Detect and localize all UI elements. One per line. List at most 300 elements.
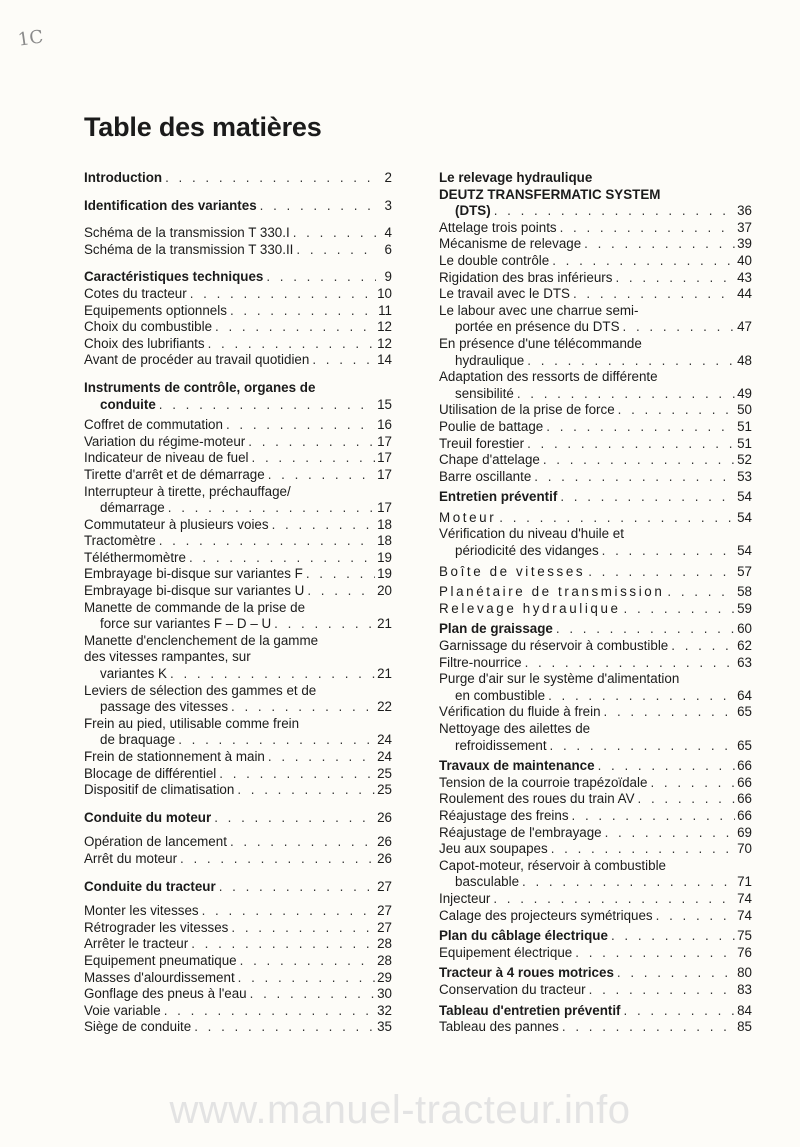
toc-left-column xyxy=(84,170,392,1036)
toc-page-number: 83 xyxy=(737,981,752,997)
dot-leader xyxy=(552,253,735,270)
toc-entry-conduite-du-moteur xyxy=(84,810,392,827)
dot-leader xyxy=(168,500,375,517)
toc-page-number: 26 xyxy=(377,809,392,825)
toc-page-number: 70 xyxy=(737,841,752,857)
toc-page-number: 20 xyxy=(377,583,392,599)
toc-entry-title: Entretien préventif xyxy=(439,489,558,505)
toc-entry-verification-du-fluide-a-frein xyxy=(439,704,752,721)
dot-leader xyxy=(623,319,736,336)
toc-entry-lead: Le relevage hydraulique xyxy=(439,170,593,185)
toc-page-number: 30 xyxy=(377,986,392,1002)
toc-page-number: 27 xyxy=(377,919,392,935)
toc-page-number: 18 xyxy=(377,516,392,532)
toc-entry-title: Treuil forestier xyxy=(439,435,525,451)
toc-entry-title: Rigidation des bras inférieurs xyxy=(439,269,613,285)
dot-leader xyxy=(230,834,375,851)
toc-entry-barre-oscillante xyxy=(439,469,752,486)
toc-entry-title: Schéma de la transmission T 330.I xyxy=(84,225,290,241)
toc-entry-le-double-controle xyxy=(439,253,752,270)
toc-entry-title: Attelage trois points xyxy=(439,219,557,235)
toc-entry-avant-de-proceder-au-travail-quotidien xyxy=(84,352,392,369)
toc-entry-title: Garnissage du réservoir à combustible xyxy=(439,638,669,654)
toc-entry-nettoyage-des-ailettes-de xyxy=(439,721,752,754)
toc-entry-choix-du-combustible xyxy=(84,319,392,336)
toc-page-number: 64 xyxy=(737,687,752,703)
dot-leader xyxy=(522,874,735,891)
toc-entry-title: Conduite du moteur xyxy=(84,809,212,825)
dot-leader xyxy=(248,434,375,451)
toc-entry-title: Tracteur à 4 roues motrices xyxy=(439,965,614,981)
toc-entry-title: Monter les vitesses xyxy=(84,903,199,919)
toc-entry-title: Poulie de battage xyxy=(439,418,544,434)
dot-leader xyxy=(543,452,735,469)
toc-entry-title: Travaux de maintenance xyxy=(439,758,595,774)
toc-page-number: 10 xyxy=(377,285,392,301)
toc-page-number: 65 xyxy=(737,704,752,720)
toc-entry-conduite-du-tracteur xyxy=(84,879,392,896)
toc-entry-lead: des vitesses rampantes, sur xyxy=(84,649,251,665)
toc-entry-title: hydraulique xyxy=(455,352,525,368)
toc-entry-lead: Manette d'enclenchement de la gamme xyxy=(84,632,319,648)
toc-entry-interrupteur-a-tirette-prechauffage xyxy=(84,484,392,517)
toc-entry-jeu-aux-soupapes xyxy=(439,841,752,858)
dot-leader xyxy=(189,550,375,567)
toc-entry-title: Schéma de la transmission T 330.II xyxy=(84,241,294,257)
toc-entry-title: Tirette d'arrêt et de démarrage xyxy=(84,466,265,482)
toc-page-number: 19 xyxy=(377,566,392,582)
toc-entry-title: Equipement électrique xyxy=(439,944,573,960)
toc-entry-reajustage-de-l-embrayage xyxy=(439,825,752,842)
corner-handwritten-mark: 1C xyxy=(16,26,45,51)
toc-entry-title: Coffret de commutation xyxy=(84,417,223,433)
toc-entry-title: Réajustage de l'embrayage xyxy=(439,824,602,840)
toc-entry-chape-d-attelage xyxy=(439,452,752,469)
toc-entry-entretien-preventif xyxy=(439,489,752,506)
toc-entry-title: Voie variable xyxy=(84,1002,161,1018)
toc-entry-moteur xyxy=(439,510,752,527)
toc-entry-title: Filtre-nourrice xyxy=(439,654,522,670)
toc-page-number: 74 xyxy=(737,907,752,923)
toc-entry-title: (DTS) xyxy=(455,203,491,219)
toc-page-number: 35 xyxy=(377,1019,392,1035)
toc-page-number: 51 xyxy=(737,418,752,434)
toc-page-number: 4 xyxy=(384,225,392,241)
dot-leader xyxy=(556,621,735,638)
toc-page-number: 66 xyxy=(737,774,752,790)
toc-page-number: 9 xyxy=(384,269,392,285)
toc-page-number: 85 xyxy=(737,1019,752,1035)
toc-entry-title: passage des vitesses xyxy=(100,699,229,715)
toc-entry-injecteur xyxy=(439,891,752,908)
toc-page-number: 22 xyxy=(377,699,392,715)
toc-page-number: 84 xyxy=(737,1002,752,1018)
toc-entry-identification-des-variantes xyxy=(84,198,392,215)
toc-entry-title: Tractomètre xyxy=(84,533,156,549)
toc-entry-en-presence-d-une-telecommande xyxy=(439,336,752,369)
toc-page-number: 14 xyxy=(377,352,392,368)
toc-entry-equipement-electrique xyxy=(439,945,752,962)
toc-page-number: 49 xyxy=(737,385,752,401)
toc-entry-title: Plan du câblage électrique xyxy=(439,928,608,944)
toc-page-number: 24 xyxy=(377,732,392,748)
dot-leader xyxy=(611,928,735,945)
toc-entry-arret-du-moteur xyxy=(84,851,392,868)
toc-page-number: 62 xyxy=(737,638,752,654)
toc-page-number: 36 xyxy=(737,203,752,219)
toc-entry-gonflage-des-pneus-a-l-eau xyxy=(84,986,392,1003)
toc-entry-title: Masses d'alourdissement xyxy=(84,969,235,985)
toc-entry-frein-au-pied-utilisable-comme-frein xyxy=(84,716,392,749)
toc-entry-lead: Adaptation des ressorts de différente xyxy=(439,369,658,385)
toc-page-number: 6 xyxy=(384,241,392,257)
dot-leader xyxy=(202,903,375,920)
toc-page-number: 29 xyxy=(377,969,392,985)
toc-entry-title: Cotes du tracteur xyxy=(84,285,187,301)
toc-entry-title: Utilisation de la prise de force xyxy=(439,402,615,418)
toc-page-number: 25 xyxy=(377,782,392,798)
toc-page-number: 43 xyxy=(737,269,752,285)
toc-entry-lead: Interrupteur à tirette, préchauffage/ xyxy=(84,483,291,499)
toc-entry-le-labour-avec-une-charrue-semi xyxy=(439,303,752,336)
toc-entry-title: Embrayage bi-disque sur variantes F xyxy=(84,566,303,582)
toc-page-number: 54 xyxy=(737,509,752,525)
toc-entry-embrayage-bi-disque-sur-variantes-f xyxy=(84,566,392,583)
dot-leader xyxy=(159,397,375,414)
toc-entry-garnissage-du-reservoir-a-combustible xyxy=(439,638,752,655)
toc-entry-title: Conservation du tracteur xyxy=(439,981,586,997)
toc-entry-telethermometre xyxy=(84,550,392,567)
toc-entry-manette-de-commande-de-la-prise-de xyxy=(84,600,392,633)
toc-entry-lead: Instruments de contrôle, organes de xyxy=(84,379,316,395)
toc-entry-title: refroidissement xyxy=(455,737,547,753)
dot-leader xyxy=(231,699,375,716)
dot-leader xyxy=(164,1003,375,1020)
toc-entry-calage-des-projecteurs-symetriques xyxy=(439,908,752,925)
dot-leader xyxy=(493,891,735,908)
toc-entry-title: en combustible xyxy=(455,687,546,703)
toc-entry-filtre-nourrice xyxy=(439,655,752,672)
toc-entry-title: Tension de la courroie trapézoïdale xyxy=(439,774,648,790)
dot-leader xyxy=(165,170,376,187)
toc-entry-tableau-des-pannes xyxy=(439,1019,752,1036)
toc-entry-title: Le double contrôle xyxy=(439,252,550,268)
dot-leader xyxy=(525,655,736,672)
dot-leader xyxy=(560,489,735,506)
toc-entry-title: Vérification du fluide à frein xyxy=(439,704,601,720)
toc-entry-capot-moteur-reservoir-a-combustible xyxy=(439,858,752,891)
toc-entry-roulement-des-roues-du-train-av xyxy=(439,791,752,808)
toc-entry-embrayage-bi-disque-sur-variantes-u xyxy=(84,583,392,600)
toc-entry-title: Gonflage des pneus à l'eau xyxy=(84,986,247,1002)
toc-entry-title: Plan de graissage xyxy=(439,621,553,637)
dot-leader xyxy=(494,203,735,220)
toc-entry-choix-des-lubrifiants xyxy=(84,336,392,353)
dot-leader xyxy=(219,879,375,896)
toc-entry-le-relevage-hydraulique xyxy=(439,170,752,220)
dot-leader xyxy=(230,303,376,320)
dot-leader xyxy=(602,543,735,560)
dot-leader xyxy=(560,220,735,237)
toc-entry-title: Identification des variantes xyxy=(84,197,257,213)
toc-page-number: 48 xyxy=(737,352,752,368)
dot-leader xyxy=(180,851,375,868)
toc-entry-title: Roulement des roues du train AV xyxy=(439,791,635,807)
dot-leader xyxy=(499,510,735,527)
dot-leader xyxy=(237,782,375,799)
toc-entry-title: Variation du régime-moteur xyxy=(84,433,246,449)
toc-right-column xyxy=(439,170,752,1036)
toc-entry-commutateur-a-plusieurs-voies xyxy=(84,517,392,534)
toc-entry-lead: Purge d'air sur le système d'alimentation xyxy=(439,671,680,687)
toc-page-number: 18 xyxy=(377,533,392,549)
toc-entry-title: conduite xyxy=(100,396,156,412)
toc-page-number: 52 xyxy=(737,452,752,468)
toc-entry-title: Planétaire de transmission xyxy=(439,584,665,600)
dot-leader xyxy=(550,738,736,755)
dot-leader xyxy=(268,467,375,484)
toc-entry-title: Boîte de vitesses xyxy=(439,563,586,579)
dot-leader xyxy=(194,1019,375,1036)
toc-entry-plan-du-cablage-electrique xyxy=(439,928,752,945)
toc-page-number: 16 xyxy=(377,417,392,433)
toc-page-number: 58 xyxy=(737,584,752,600)
dot-leader xyxy=(215,319,375,336)
toc-page-number: 39 xyxy=(737,236,752,252)
toc-entry-arreter-le-tracteur xyxy=(84,936,392,953)
dot-leader xyxy=(312,352,375,369)
dot-leader xyxy=(562,1019,735,1036)
toc-entry-title: Téléthermomètre xyxy=(84,549,186,565)
toc-entry-instruments-de-controle-organes-de xyxy=(84,380,392,413)
toc-entry-title: Choix des lubrifiants xyxy=(84,335,205,351)
toc-entry-utilisation-de-la-prise-de-force xyxy=(439,402,752,419)
toc-entry-title: Réajustage des freins xyxy=(439,807,569,823)
toc-entry-lead: Capot-moteur, réservoir à combustible xyxy=(439,857,666,873)
toc-page-number: 69 xyxy=(737,824,752,840)
dot-leader xyxy=(268,749,375,766)
toc-entry-purge-d-air-sur-le-systeme-d-alimentatio xyxy=(439,671,752,704)
dot-leader xyxy=(546,419,735,436)
toc-entry-introduction xyxy=(84,170,392,187)
toc-page-number: 17 xyxy=(377,466,392,482)
toc-page-number: 60 xyxy=(737,621,752,637)
toc-entry-lead: Leviers de sélection des gammes et de xyxy=(84,682,317,698)
dot-leader xyxy=(170,666,375,683)
toc-page-number: 54 xyxy=(737,543,752,559)
toc-page-number: 80 xyxy=(737,965,752,981)
toc-entry-le-travail-avec-le-dts xyxy=(439,286,752,303)
toc-page-number: 53 xyxy=(737,468,752,484)
dot-leader xyxy=(667,584,735,601)
dot-leader xyxy=(598,758,736,775)
toc-entry-blocage-de-differentiel xyxy=(84,766,392,783)
toc-entry-lead: En présence d'une télécommande xyxy=(439,335,642,351)
toc-page-number: 71 xyxy=(737,874,752,890)
toc-entry-coffret-de-commutation xyxy=(84,417,392,434)
toc-page-number: 11 xyxy=(378,302,392,318)
toc-entry-tension-de-la-courroie-trapezoidale xyxy=(439,775,752,792)
toc-page-number: 12 xyxy=(377,319,392,335)
dot-leader xyxy=(266,269,376,286)
toc-entry-verification-du-niveau-d-huile-et xyxy=(439,526,752,559)
toc-entry-travaux-de-maintenance xyxy=(439,758,752,775)
toc-entry-reajustage-des-freins xyxy=(439,808,752,825)
toc-page-number: 51 xyxy=(737,435,752,451)
toc-entry-title: Le travail avec le DTS xyxy=(439,286,570,302)
toc-page-number: 25 xyxy=(377,765,392,781)
toc-page-number: 24 xyxy=(377,749,392,764)
toc-page-number: 63 xyxy=(737,654,752,670)
toc-entry-title: Jeu aux soupapes xyxy=(439,841,548,857)
dot-leader xyxy=(624,601,736,618)
dot-leader xyxy=(534,469,735,486)
dot-leader xyxy=(178,732,375,749)
toc-entry-title: Tableau des pannes xyxy=(439,1019,559,1035)
toc-entry-frein-de-stationnement-a-main xyxy=(84,749,392,766)
dot-leader xyxy=(572,808,736,825)
toc-entry-title: Commutateur à plusieurs voies xyxy=(84,516,269,532)
toc-entry-equipement-pneumatique xyxy=(84,953,392,970)
toc-entry-title: force sur variantes F – D – U xyxy=(100,616,272,632)
toc-entry-title: basculable xyxy=(455,874,520,890)
toc-entry-title: Relevage hydraulique xyxy=(439,600,621,616)
toc-entry-masses-d-alourdissement xyxy=(84,970,392,987)
toc-entry-leviers-de-selection-des-gammes-et-de xyxy=(84,683,392,716)
toc-entry-tirette-d-arret-et-de-demarrage xyxy=(84,467,392,484)
toc-page-number: 57 xyxy=(737,563,752,579)
toc-entry-title: sensibilité xyxy=(455,385,514,401)
toc-entry-operation-de-lancement xyxy=(84,834,392,851)
dot-leader xyxy=(517,386,735,403)
dot-leader xyxy=(671,638,735,655)
dot-leader xyxy=(650,775,735,792)
toc-entry-title: Dispositif de climatisation xyxy=(84,782,235,798)
toc-page-number: 54 xyxy=(737,489,752,505)
toc-entry-treuil-forestier xyxy=(439,436,752,453)
dot-leader xyxy=(589,982,735,999)
toc-entry-title: Blocage de différentiel xyxy=(84,765,217,781)
toc-page-number: 47 xyxy=(737,319,752,335)
toc-entry-title: Chape d'attelage xyxy=(439,452,540,468)
toc-page-number: 37 xyxy=(737,219,752,235)
toc-entry-title: Equipement pneumatique xyxy=(84,952,237,968)
toc-entry-title: Indicateur de niveau de fuel xyxy=(84,450,249,466)
page-title: Table des matières xyxy=(84,112,322,142)
watermark-url: www.manuel-tracteur.info xyxy=(169,1088,631,1132)
toc-page-number: 28 xyxy=(377,936,392,952)
toc-entry-lead: Frein au pied, utilisable comme frein xyxy=(84,715,300,731)
toc-entry-title: démarrage xyxy=(100,500,165,516)
dot-leader xyxy=(260,198,376,215)
toc-page-number: 17 xyxy=(377,450,392,466)
toc-entry-title: Barre oscillante xyxy=(439,468,532,484)
dot-leader xyxy=(159,533,375,550)
toc-page-number: 50 xyxy=(737,402,752,418)
toc-entry-lead: Manette de commande de la prise de xyxy=(84,599,306,615)
toc-entry-siege-de-conduite xyxy=(84,1019,392,1036)
toc-entry-title: Injecteur xyxy=(439,890,491,906)
toc-entry-title: Caractéristiques techniques xyxy=(84,269,264,285)
dot-leader xyxy=(604,704,736,721)
toc-entry-dispositif-de-climatisation xyxy=(84,782,392,799)
dot-leader xyxy=(240,953,375,970)
toc-entry-title: périodicité des vidanges xyxy=(455,543,599,559)
toc-page-number: 65 xyxy=(737,737,752,753)
toc-entry-lead: Le labour avec une charrue semi- xyxy=(439,302,639,318)
dot-leader xyxy=(293,225,376,242)
toc-entry-relevage-hydraulique xyxy=(439,601,752,618)
toc-page-number: 15 xyxy=(377,396,392,412)
toc-entry-title: Siège de conduite xyxy=(84,1019,192,1035)
toc-entry-tracteur-a-4-roues-motrices xyxy=(439,965,752,982)
dot-leader xyxy=(231,920,375,937)
toc-page-number: 74 xyxy=(737,890,752,906)
toc-page-number: 28 xyxy=(377,952,392,968)
dot-leader xyxy=(274,616,375,633)
dot-leader xyxy=(605,825,735,842)
toc-entry-title: Frein de stationnement à main xyxy=(84,749,265,764)
toc-entry-schema-de-la-transmission-t-330-i xyxy=(84,225,392,242)
dot-leader xyxy=(306,566,375,583)
toc-page-number: 59 xyxy=(737,600,752,616)
toc-page-number: 26 xyxy=(377,834,392,850)
dot-leader xyxy=(617,965,735,982)
toc-page-number: 26 xyxy=(377,850,392,866)
toc-entry-tractometre xyxy=(84,533,392,550)
dot-leader xyxy=(615,270,735,287)
dot-leader xyxy=(527,353,735,370)
toc-entry-poulie-de-battage xyxy=(439,419,752,436)
toc-entry-caracteristiques-techniques xyxy=(84,269,392,286)
toc-entry-lead: DEUTZ TRANSFERMATIC SYSTEM xyxy=(439,186,661,202)
toc-entry-title: portée en présence du DTS xyxy=(455,319,620,335)
toc-entry-title: Rétrograder les vitesses xyxy=(84,919,229,935)
dot-leader xyxy=(551,841,735,858)
toc-entry-title: Choix du combustible xyxy=(84,319,213,335)
toc-page-number: 66 xyxy=(737,791,752,807)
toc-entry-rigidation-des-bras-inferieurs xyxy=(439,270,752,287)
toc-entry-adaptation-des-ressorts-de-differente xyxy=(439,369,752,402)
toc-entry-title: Mécanisme de relevage xyxy=(439,236,582,252)
toc-page-number: 27 xyxy=(377,903,392,919)
toc-entry-title: Equipements optionnels xyxy=(84,302,227,318)
dot-leader xyxy=(190,286,375,303)
toc-page-number: 21 xyxy=(377,616,392,632)
dot-leader xyxy=(250,986,375,1003)
dot-leader xyxy=(226,417,375,434)
dot-leader xyxy=(307,583,375,600)
toc-page-number: 40 xyxy=(737,252,752,268)
dot-leader xyxy=(272,517,376,534)
dot-leader xyxy=(214,810,375,827)
toc-entry-title: variantes K xyxy=(100,666,167,682)
toc-page-number: 21 xyxy=(377,666,392,682)
toc-page-number: 3 xyxy=(384,197,392,213)
toc-entry-retrograder-les-vitesses xyxy=(84,920,392,937)
dot-leader xyxy=(638,791,736,808)
toc-entry-title: Calage des projecteurs symétriques xyxy=(439,907,653,923)
toc-page-number: 17 xyxy=(377,500,392,516)
dot-leader xyxy=(575,945,735,962)
toc-entry-title: Moteur xyxy=(439,509,497,525)
toc-entry-planetaire-de-transmission xyxy=(439,584,752,601)
toc-entry-manette-d-enclenchement-de-la-gamme xyxy=(84,633,392,683)
dot-leader xyxy=(527,436,735,453)
toc-entry-title: de braquage xyxy=(100,732,176,748)
toc-entry-cotes-du-tracteur xyxy=(84,286,392,303)
toc-entry-title: Tableau d'entretien préventif xyxy=(439,1002,621,1018)
